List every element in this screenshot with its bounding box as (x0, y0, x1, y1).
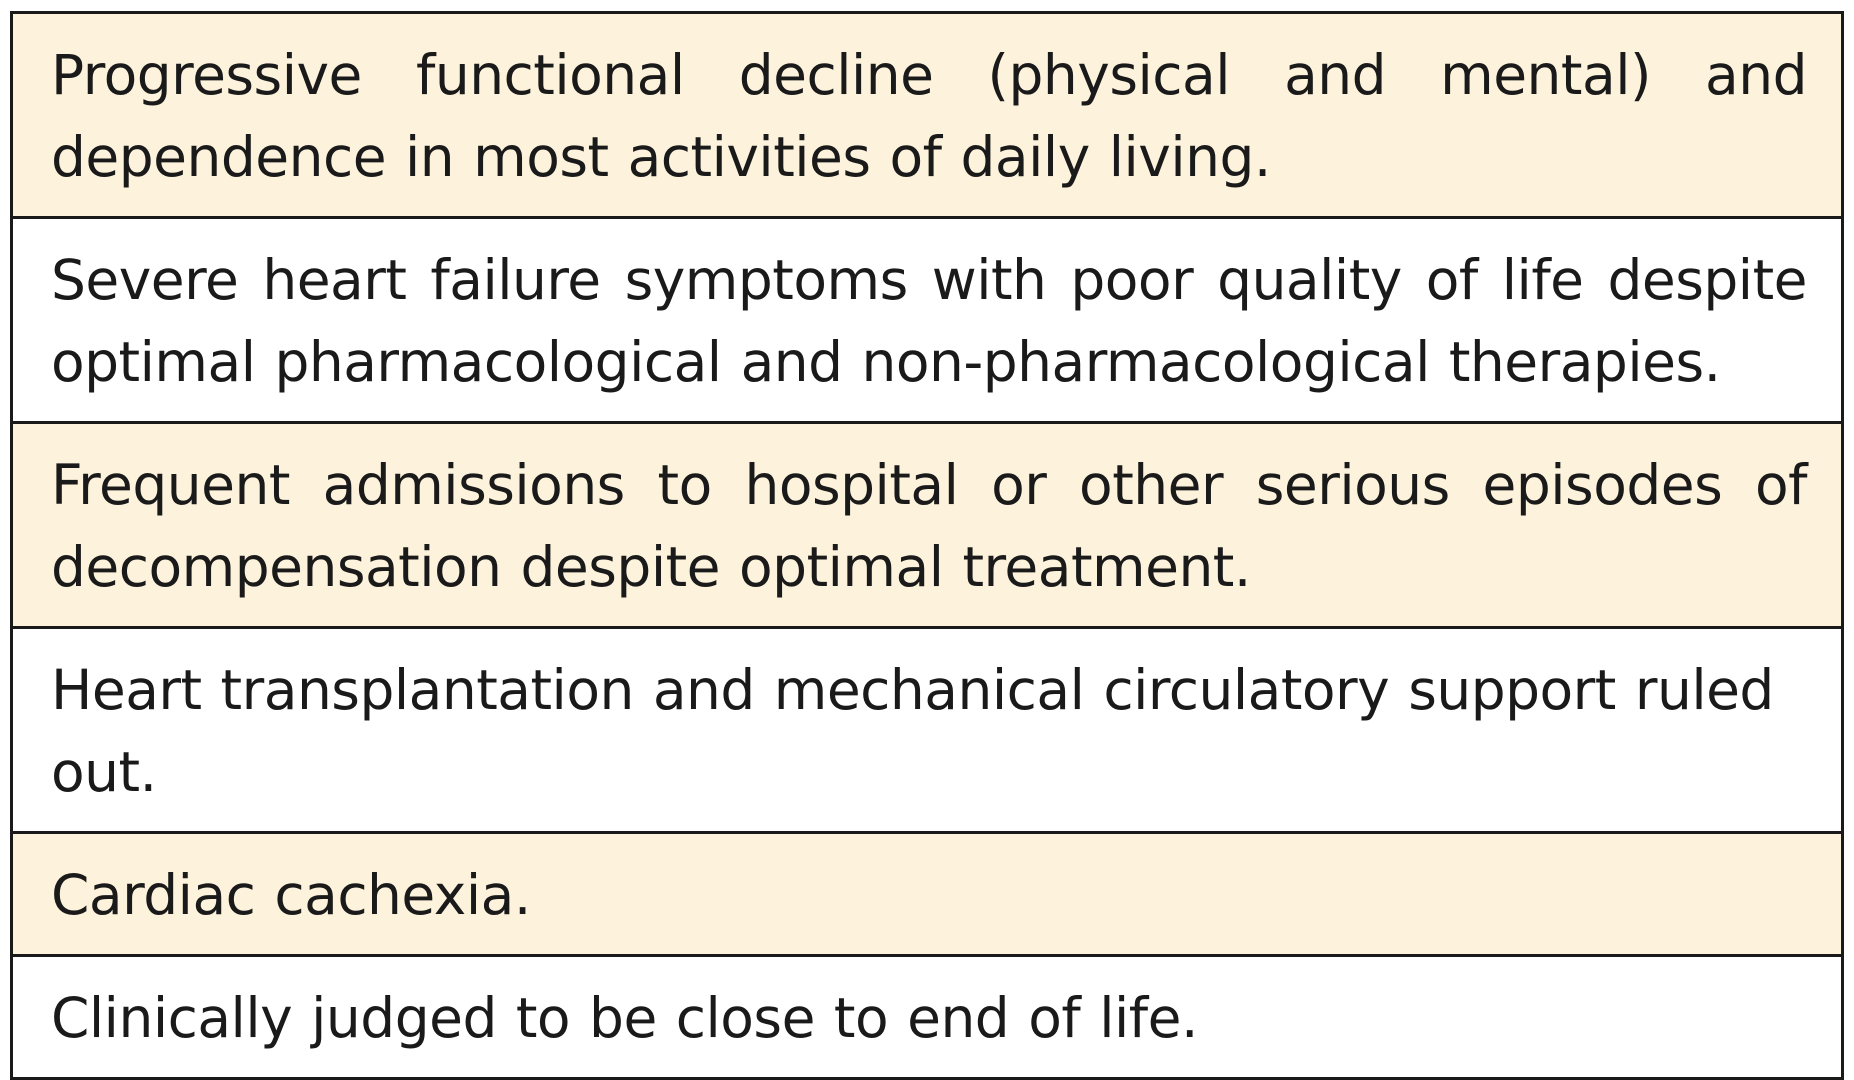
table-row (12, 423, 1843, 628)
table-row (12, 13, 1843, 218)
table-row (12, 628, 1843, 833)
criterion-end-of-life: Clinically judged to be close to end of life. (12, 956, 1843, 1079)
table-row (12, 218, 1843, 423)
criteria-table (10, 11, 1844, 1080)
criterion-severe-symptoms: Severe heart failure symptoms with poor quality of life despite optimal pharmacological and non-pharmacological therapies. (12, 218, 1843, 423)
criterion-cardiac-cachexia: Cardiac cachexia. (12, 833, 1843, 956)
table-row (12, 833, 1843, 956)
criterion-transplant-ruled-out: Heart transplantation and mechanical circulatory support ruled out. (12, 628, 1843, 833)
criterion-frequent-admissions: Frequent admissions to hospital or other serious episodes of decompensation despite optimal treatment. (12, 423, 1843, 628)
criterion-functional-decline: Progressive functional decline (physical and mental) and dependence in most activities of daily living. (12, 13, 1843, 218)
table-row (12, 956, 1843, 1079)
